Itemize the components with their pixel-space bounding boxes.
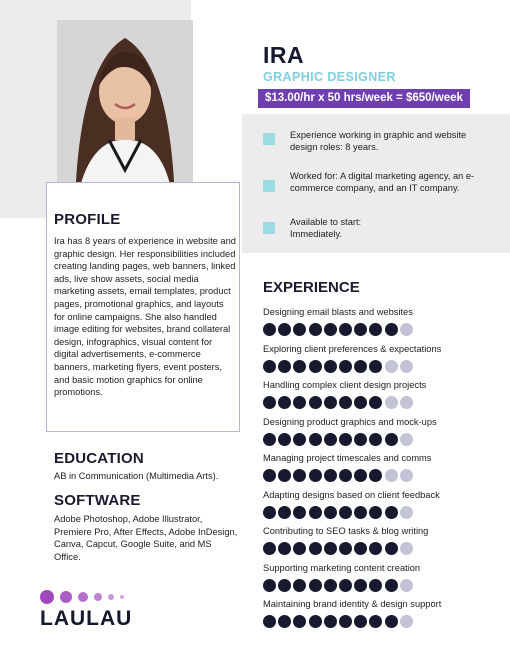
skill-rating xyxy=(263,469,503,482)
rating-dot-filled xyxy=(309,506,322,519)
skill-row xyxy=(263,416,503,446)
rating-dot-filled xyxy=(369,542,382,555)
rating-dot-filled xyxy=(354,396,367,409)
rating-dot-filled xyxy=(309,360,322,373)
rating-dot-filled xyxy=(278,433,291,446)
rating-dot-filled xyxy=(278,615,291,628)
rating-dot-filled xyxy=(309,323,322,336)
rating-dot-filled xyxy=(354,542,367,555)
rating-dot-filled xyxy=(263,469,276,482)
rating-dot-filled xyxy=(339,323,352,336)
rating-dot-filled xyxy=(354,615,367,628)
rating-dot-filled xyxy=(263,396,276,409)
rating-dot-filled xyxy=(293,469,306,482)
rating-dot-filled xyxy=(339,506,352,519)
rating-dot-filled xyxy=(263,542,276,555)
rating-dot-filled xyxy=(339,396,352,409)
rate-badge: $13.00/hr x 50 hrs/week = $650/week xyxy=(258,89,470,108)
rating-dot-filled xyxy=(263,506,276,519)
rating-dot-filled xyxy=(369,360,382,373)
rating-dot-filled xyxy=(324,615,337,628)
skill-label: Designing product graphics and mock-ups xyxy=(263,416,437,427)
skill-label: Managing project timescales and comms xyxy=(263,453,432,463)
candidate-title: GRAPHIC DESIGNER xyxy=(263,70,396,84)
rating-dot-filled xyxy=(385,323,398,336)
rating-dot-filled xyxy=(385,579,398,592)
rating-dot-empty xyxy=(400,323,413,336)
rating-dot-filled xyxy=(385,615,398,628)
rating-dot-filled xyxy=(278,469,291,482)
rating-dot-empty xyxy=(385,396,398,409)
square-bullet-icon xyxy=(263,180,275,192)
rating-dot-filled xyxy=(339,433,352,446)
rating-dot-filled xyxy=(293,323,306,336)
skill-row xyxy=(263,452,503,482)
rating-dot-empty xyxy=(400,469,413,482)
rating-dot-empty xyxy=(400,360,413,373)
rating-dot-filled xyxy=(369,323,382,336)
skill-label: Handling complex client design projects xyxy=(263,380,427,390)
rating-dot-filled xyxy=(354,469,367,482)
experience-heading: EXPERIENCE xyxy=(263,279,360,296)
skill-label: Maintaining brand identity & design support xyxy=(263,599,442,609)
skill-row xyxy=(263,562,503,592)
rating-dot-filled xyxy=(309,469,322,482)
rating-dot-filled xyxy=(263,615,276,628)
skill-rating xyxy=(263,433,503,446)
skill-row xyxy=(263,306,503,336)
rating-dot-filled xyxy=(369,506,382,519)
rating-dot-filled xyxy=(324,579,337,592)
rating-dot-filled xyxy=(293,615,306,628)
rating-dot-filled xyxy=(369,433,382,446)
rating-dot-filled xyxy=(263,360,276,373)
skill-label: Designing email blasts and websites xyxy=(263,307,413,317)
skill-label: Contributing to SEO tasks & blog writing xyxy=(263,526,429,536)
rating-dot-empty xyxy=(400,396,413,409)
rating-dot-filled xyxy=(354,579,367,592)
rating-dot-empty xyxy=(385,469,398,482)
rating-dot-filled xyxy=(339,542,352,555)
skill-rating xyxy=(263,506,503,519)
rating-dot-filled xyxy=(369,615,382,628)
rating-dot-filled xyxy=(324,323,337,336)
rating-dot-filled xyxy=(385,506,398,519)
rating-dot-filled xyxy=(339,579,352,592)
rating-dot-filled xyxy=(309,433,322,446)
education-text: AB in Communication (Multimedia Arts). xyxy=(54,471,219,481)
skill-row xyxy=(263,598,503,628)
software-text: Adobe Photoshop, Adobe Illustrator, Premiere Pro, After Effects, Adobe InDesign, Canva, Capcut, Google Suite, and MS Office. xyxy=(54,514,238,562)
profile-text: Ira has 8 years of experience in website and graphic design. Her responsibilities included creating landing pages, web banners, linked ads, live show assets, social media marketing assets, email templates, product pages, promotional graphics, and layouts for online campaigns. She also handled image editing for websites, brand collateral design, infographics, visual content for digital advertisements, e-commerce banners, marketing flyers, event posters, and basic motion graphics for online promotions. xyxy=(54,236,236,398)
rating-dot-empty xyxy=(400,433,413,446)
fact-text: Experience working in graphic and website design roles: 8 years. xyxy=(290,130,467,152)
rating-dot-filled xyxy=(278,579,291,592)
rating-dot-filled xyxy=(309,579,322,592)
rating-dot-filled xyxy=(369,396,382,409)
rating-dot-filled xyxy=(339,360,352,373)
rating-dot-empty xyxy=(385,360,398,373)
square-bullet-icon xyxy=(263,222,275,234)
skill-row xyxy=(263,343,503,373)
logo-dots-icon xyxy=(40,590,150,604)
rating-dot-empty xyxy=(400,542,413,555)
rating-dot-empty xyxy=(400,579,413,592)
skill-rating xyxy=(263,360,503,373)
rating-dot-filled xyxy=(324,506,337,519)
fact-text: Worked for: A digital marketing agency, an e-commerce company, and an IT company. xyxy=(290,171,475,193)
rating-dot-filled xyxy=(293,433,306,446)
rating-dot-filled xyxy=(354,506,367,519)
rating-dot-filled xyxy=(293,579,306,592)
rating-dot-filled xyxy=(324,396,337,409)
skill-rating xyxy=(263,615,503,628)
rating-dot-filled xyxy=(278,360,291,373)
education-heading: EDUCATION xyxy=(54,450,144,467)
candidate-name: IRA xyxy=(263,42,305,68)
skill-rating xyxy=(263,323,503,336)
rating-dot-filled xyxy=(354,433,367,446)
rating-dot-filled xyxy=(293,542,306,555)
profile-heading: PROFILE xyxy=(54,211,121,228)
rating-dot-filled xyxy=(354,323,367,336)
square-bullet-icon xyxy=(263,133,275,145)
rating-dot-filled xyxy=(278,542,291,555)
rating-dot-filled xyxy=(385,433,398,446)
rating-dot-filled xyxy=(278,506,291,519)
software-heading: SOFTWARE xyxy=(54,492,141,509)
rating-dot-filled xyxy=(324,433,337,446)
skill-rating xyxy=(263,396,503,409)
skill-row xyxy=(263,525,503,555)
brand-logo: LAULAU xyxy=(40,607,133,630)
skill-row xyxy=(263,379,503,409)
rating-dot-filled xyxy=(263,323,276,336)
rating-dot-filled xyxy=(324,542,337,555)
rating-dot-filled xyxy=(278,396,291,409)
rating-dot-filled xyxy=(309,542,322,555)
rating-dot-filled xyxy=(278,323,291,336)
rating-dot-filled xyxy=(263,579,276,592)
rating-dot-filled xyxy=(369,579,382,592)
skill-rating xyxy=(263,542,503,555)
skill-row xyxy=(263,489,503,519)
rating-dot-filled xyxy=(309,396,322,409)
rating-dot-filled xyxy=(293,396,306,409)
rating-dot-empty xyxy=(400,506,413,519)
rating-dot-filled xyxy=(339,469,352,482)
fact-text: Available to start: Immediately. xyxy=(290,217,362,239)
rating-dot-filled xyxy=(339,615,352,628)
skill-rating xyxy=(263,579,503,592)
skill-label: Exploring client preferences & expectations xyxy=(263,343,442,354)
skill-label: Adapting designs based on client feedback xyxy=(263,489,440,500)
candidate-photo xyxy=(57,20,193,203)
rating-dot-filled xyxy=(293,506,306,519)
rating-dot-filled xyxy=(263,433,276,446)
skill-label: Supporting marketing content creation xyxy=(263,562,421,573)
rating-dot-filled xyxy=(385,542,398,555)
rating-dot-filled xyxy=(324,469,337,482)
rating-dot-filled xyxy=(369,469,382,482)
rating-dot-filled xyxy=(324,360,337,373)
rating-dot-filled xyxy=(293,360,306,373)
rating-dot-empty xyxy=(400,615,413,628)
rating-dot-filled xyxy=(309,615,322,628)
rating-dot-filled xyxy=(354,360,367,373)
